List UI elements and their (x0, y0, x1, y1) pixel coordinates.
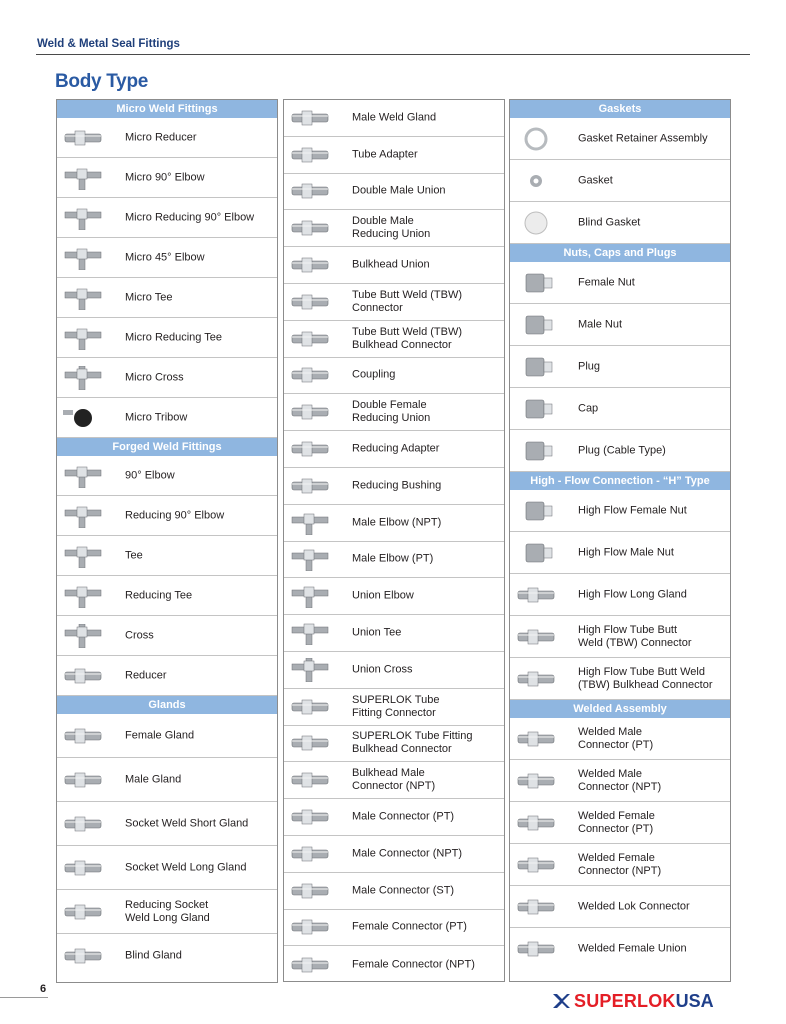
male-elbow-npt-icon (288, 511, 332, 535)
fitting-label: 90° Elbow (125, 469, 175, 481)
fitting-row (510, 388, 730, 430)
fitting-row (284, 358, 504, 395)
fitting-label: Blind Gland (125, 949, 182, 962)
fitting-row (57, 318, 277, 358)
fitting-row (57, 802, 277, 846)
reducer-icon (61, 664, 105, 688)
micro-tribow-icon (61, 406, 105, 430)
union-cross-icon (288, 658, 332, 682)
fitting-row (510, 262, 730, 304)
fitting-row (510, 928, 730, 970)
fitting-row (57, 456, 277, 496)
coupling-icon (288, 363, 332, 387)
fitting-label: High Flow Male Nut (578, 546, 674, 558)
fitting-label: Welded Female Union (578, 942, 687, 955)
fitting-label: Micro Reducing 90° Elbow (125, 211, 255, 223)
fitting-label: Male Elbow (PT) (352, 552, 434, 565)
fitting-label: Male Connector (ST) (352, 884, 455, 897)
high-flow-tbw-connector-icon (514, 625, 558, 649)
fitting-label: Gasket Retainer Assembly (578, 132, 708, 144)
fitting-label: Micro Cross (125, 371, 184, 383)
blind-gland-icon (61, 944, 105, 968)
fitting-label: High Flow Tube Butt Weld (TBW) Connector (578, 623, 692, 649)
fitting-label: Double Female Reducing Union (352, 399, 431, 425)
male-connector-npt-icon (288, 842, 332, 866)
reducing-socket-weld-long-gland-icon (61, 900, 105, 924)
fitting-label: Welded Female Connector (NPT) (578, 851, 662, 877)
section-header: High - Flow Connection - “H” Type (510, 472, 730, 490)
fitting-row (284, 284, 504, 321)
fitting-row (510, 304, 730, 346)
female-connector-npt-icon (288, 953, 332, 977)
fitting-row (57, 616, 277, 656)
section-header: Glands (57, 696, 277, 714)
fitting-row (284, 321, 504, 358)
cap-icon (514, 397, 558, 421)
blind-gasket-icon (514, 211, 558, 235)
micro-cross-icon (61, 366, 105, 390)
fitting-label: Tube Adapter (352, 148, 418, 161)
fitting-row (57, 714, 277, 758)
socket-weld-short-gland-icon (61, 812, 105, 836)
fitting-row (510, 346, 730, 388)
tube-adapter-icon (288, 143, 332, 167)
reducing-90-elbow-icon (61, 504, 105, 528)
fitting-row (284, 210, 504, 247)
reducing-bushing-icon (288, 474, 332, 498)
fitting-label: Male Connector (PT) (352, 810, 455, 823)
fitting-row (284, 836, 504, 873)
bulkhead-union-icon (288, 253, 332, 277)
fitting-row (57, 358, 277, 398)
fitting-row (284, 910, 504, 947)
fitting-row (510, 490, 730, 532)
fitting-label: Reducer (125, 669, 167, 681)
fitting-row (284, 505, 504, 542)
male-elbow-pt-icon (288, 547, 332, 571)
fitting-row (510, 616, 730, 658)
brand-name: SUPERLOK (574, 990, 676, 1011)
fitting-row (510, 430, 730, 472)
fitting-row (510, 658, 730, 700)
female-nut-icon (514, 271, 558, 295)
fitting-label: Tube Butt Weld (TBW) Connector (352, 288, 463, 314)
fitting-label: Reducing Adapter (352, 442, 440, 455)
reducing-tee-icon (61, 584, 105, 608)
fitting-label: Male Connector (NPT) (352, 847, 463, 860)
column-3 (509, 99, 731, 982)
welded-male-connector-npt-icon (514, 769, 558, 793)
fitting-row (510, 532, 730, 574)
fitting-label: Gasket (578, 174, 613, 186)
fitting-label: Tube Butt Weld (TBW) Bulkhead Connector (352, 325, 463, 351)
tube-butt-weld-connector-icon (288, 290, 332, 314)
elbow-90-icon (61, 464, 105, 488)
fitting-label: Micro Tee (125, 291, 173, 303)
welded-male-connector-pt-icon (514, 727, 558, 751)
brand-logo (551, 990, 714, 1012)
welded-lok-connector-icon (514, 895, 558, 919)
fitting-label: Female Connector (NPT) (352, 958, 475, 971)
socket-weld-long-gland-icon (61, 856, 105, 880)
fitting-label: Bulkhead Male Connector (NPT) (352, 767, 436, 793)
fitting-row (284, 652, 504, 689)
section-header: Micro Weld Fittings (57, 100, 277, 118)
reducing-adapter-icon (288, 437, 332, 461)
fitting-label: Socket Weld Short Gland (125, 817, 249, 829)
high-flow-tbw-bulkhead-connector-icon (514, 667, 558, 691)
fitting-row (284, 100, 504, 137)
fitting-label: Male Gland (125, 773, 182, 785)
fitting-label: Female Connector (PT) (352, 920, 467, 933)
male-weld-gland-icon (288, 106, 332, 130)
column-1 (56, 99, 278, 983)
fitting-row (57, 656, 277, 696)
column-2 (283, 99, 505, 982)
section-header: Nuts, Caps and Plugs (510, 244, 730, 262)
female-gland-icon (61, 724, 105, 748)
union-tee-icon (288, 621, 332, 645)
fitting-row (284, 137, 504, 174)
fitting-label: SUPERLOK Tube Fitting Bulkhead Connector (352, 730, 473, 756)
union-elbow-icon (288, 584, 332, 608)
fitting-row (57, 846, 277, 890)
fitting-row (284, 799, 504, 836)
fitting-label: Female Gland (125, 729, 195, 741)
header-rule (36, 54, 750, 55)
welded-female-connector-npt-icon (514, 853, 558, 877)
high-flow-long-gland-icon (514, 583, 558, 607)
plug-icon (514, 355, 558, 379)
micro-reducing-tee-icon (61, 326, 105, 350)
fitting-row (284, 762, 504, 799)
fitting-label: Reducing Socket Weld Long Gland (125, 898, 210, 924)
fitting-row (510, 802, 730, 844)
fitting-row (510, 118, 730, 160)
fitting-label: Socket Weld Long Gland (125, 861, 247, 873)
fitting-row (284, 394, 504, 431)
fitting-row (57, 198, 277, 238)
fitting-row (57, 238, 277, 278)
superlok-tube-fitting-connector-icon (288, 695, 332, 719)
fitting-row (57, 398, 277, 438)
superlok-mark-icon (551, 992, 571, 1010)
fitting-row (57, 576, 277, 616)
fitting-row (510, 202, 730, 244)
page-title: Body Type (55, 71, 149, 92)
fitting-label: Cross (125, 629, 154, 641)
micro-reducer-icon (61, 126, 105, 150)
fitting-label: Plug (578, 360, 601, 372)
male-connector-pt-icon (288, 805, 332, 829)
fitting-row (284, 873, 504, 910)
section-header: Welded Assembly (510, 700, 730, 718)
fitting-label: Micro Tribow (125, 411, 188, 423)
micro-90-elbow-icon (61, 166, 105, 190)
double-male-reducing-union-icon (288, 216, 332, 240)
fitting-label: Micro 45° Elbow (125, 251, 205, 263)
page-number: 6 (40, 983, 47, 995)
fitting-row (510, 718, 730, 760)
tee-icon (61, 544, 105, 568)
fitting-label: Double Male Reducing Union (352, 215, 431, 241)
micro-45-elbow-icon (61, 246, 105, 270)
fitting-row (57, 890, 277, 934)
fitting-row (284, 726, 504, 763)
fitting-label: Micro Reducing Tee (125, 331, 223, 343)
fitting-label: Micro 90° Elbow (125, 171, 205, 183)
gasket-retainer-assembly-icon (514, 127, 558, 151)
fitting-label: Double Male Union (352, 184, 446, 197)
fitting-row (284, 946, 504, 983)
brand-suffix: USA (675, 990, 714, 1011)
fitting-row (57, 158, 277, 198)
fitting-label: Welded Male Connector (PT) (578, 725, 654, 751)
high-flow-female-nut-icon (514, 499, 558, 523)
fitting-row (57, 536, 277, 576)
fitting-label: High Flow Long Gland (578, 588, 687, 600)
fitting-row (57, 278, 277, 318)
page-header-title: Weld & Metal Seal Fittings (37, 38, 180, 50)
fitting-row (284, 247, 504, 284)
fitting-row (510, 574, 730, 616)
fitting-label: Union Cross (352, 663, 413, 676)
fitting-label: Coupling (352, 368, 396, 381)
welded-female-union-icon (514, 937, 558, 961)
fitting-row (284, 615, 504, 652)
gasket-icon (514, 169, 558, 193)
double-male-union-icon (288, 179, 332, 203)
fitting-label: Tee (125, 549, 143, 561)
fitting-row (510, 760, 730, 802)
fitting-label: High Flow Female Nut (578, 504, 687, 516)
female-connector-pt-icon (288, 915, 332, 939)
fitting-label: Welded Female Connector (PT) (578, 809, 655, 835)
male-gland-icon (61, 768, 105, 792)
fitting-row (284, 174, 504, 211)
fitting-label: Union Elbow (352, 589, 414, 602)
fitting-row (510, 844, 730, 886)
superlok-tube-fitting-bulkhead-connector-icon (288, 731, 332, 755)
fitting-row (57, 758, 277, 802)
fitting-label: Welded Male Connector (NPT) (578, 767, 662, 793)
welded-female-connector-pt-icon (514, 811, 558, 835)
fitting-label: Reducing 90° Elbow (125, 509, 225, 521)
plug-cable-type-icon (514, 439, 558, 463)
fitting-row (57, 934, 277, 978)
fitting-row (284, 542, 504, 579)
double-female-reducing-union-icon (288, 400, 332, 424)
fitting-label: Reducing Tee (125, 589, 193, 601)
fitting-label: Blind Gasket (578, 216, 641, 228)
section-header: Forged Weld Fittings (57, 438, 277, 456)
micro-reducing-90-elbow-icon (61, 206, 105, 230)
fitting-label: Micro Reducer (125, 131, 197, 143)
male-connector-st-icon (288, 879, 332, 903)
fitting-row (284, 689, 504, 726)
fitting-row (57, 118, 277, 158)
fitting-label: Welded Lok Connector (578, 900, 690, 912)
tube-butt-weld-bulkhead-connector-icon (288, 327, 332, 351)
page-number-rule (0, 997, 48, 998)
cross-icon (61, 624, 105, 648)
fitting-label: Plug (Cable Type) (578, 444, 666, 456)
fitting-label: Female Nut (578, 276, 635, 288)
fitting-label: Male Elbow (NPT) (352, 516, 442, 529)
bulkhead-male-connector-npt-icon (288, 768, 332, 792)
fitting-label: Cap (578, 402, 599, 414)
fitting-label: Bulkhead Union (352, 258, 430, 271)
fitting-row (284, 468, 504, 505)
male-nut-icon (514, 313, 558, 337)
fitting-label: Male Nut (578, 318, 623, 330)
fitting-label: Union Tee (352, 626, 402, 639)
section-header: Gaskets (510, 100, 730, 118)
fitting-label: High Flow Tube Butt Weld (TBW) Bulkhead Connector (578, 665, 713, 691)
micro-tee-icon (61, 286, 105, 310)
fitting-row (510, 886, 730, 928)
fitting-label: Reducing Bushing (352, 479, 442, 492)
fitting-row (284, 578, 504, 615)
fitting-label: SUPERLOK Tube Fitting Connector (352, 693, 440, 719)
fitting-row (510, 160, 730, 202)
fitting-label: Male Weld Gland (352, 111, 437, 124)
fitting-row (57, 496, 277, 536)
fitting-row (284, 431, 504, 468)
high-flow-male-nut-icon (514, 541, 558, 565)
